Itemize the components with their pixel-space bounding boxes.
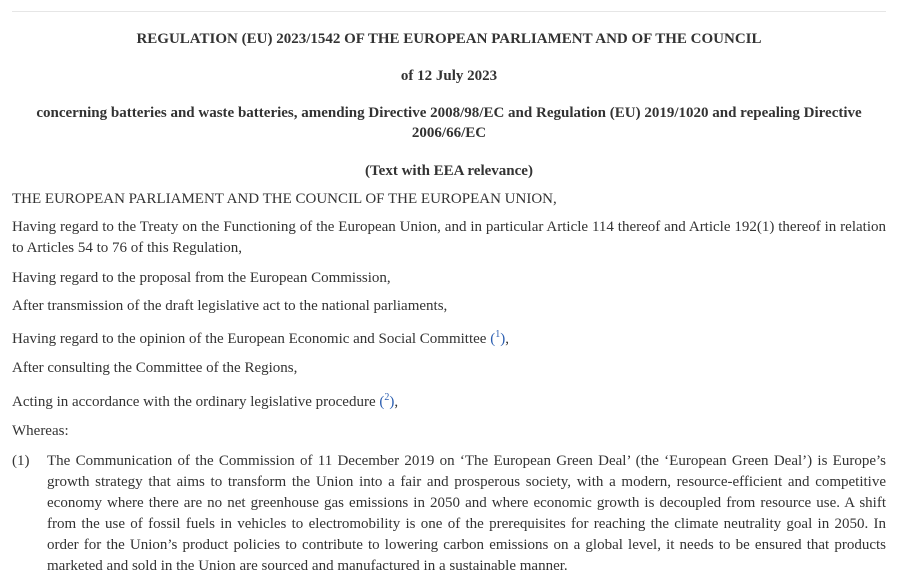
- preamble-proposal: Having regard to the proposal from the European Commission,: [12, 270, 391, 286]
- preamble-treaty: Having regard to the Treaty on the Functioning of the European Union, and in particular Article 114 thereof and Article 192(1) thereof in relation to Articles 54 to 76 of this Regulation,: [12, 219, 886, 256]
- whereas-heading: Whereas:: [12, 423, 69, 439]
- preamble-committee-regions: After consulting the Committee of the Regions,: [12, 360, 298, 376]
- preamble-legislative-procedure: Acting in accordance with the ordinary legislative procedure ($^2$),: [12, 392, 399, 410]
- footnote-link-1[interactable]: ($^1$): [490, 329, 506, 347]
- regulation-subject: concerning batteries and waste batteries, amending Directive 2008/98/EC and Regulation (EU) 2019/1020 and repealing Directive 2006/66/EC: [36, 105, 862, 141]
- top-divider: [12, 11, 886, 12]
- regulation-title: REGULATION (EU) 2023/1542 OF THE EUROPEAN PARLIAMENT AND OF THE COUNCIL: [136, 31, 762, 47]
- regulation-date: of 12 July 2023: [400, 68, 498, 84]
- preamble-eesc-opinion: Having regard to the opinion of the European Economic and Social Committee ($^1$),: [12, 329, 509, 347]
- preamble-transmission: After transmission of the draft legislative act to the national parliaments,: [12, 298, 448, 314]
- preamble-eesc-text: Having regard to the opinion of the European Economic and Social Committee: [12, 331, 491, 347]
- recital-text: The Communication of the Commission of 11 December 2019 on ‘The European Green Deal’ (the ‘European Green Deal’) is Europe’s growth strategy that aims to transform the Union into a fair and prosperous society, with a modern, resource-efficient and competitive economy where there are no net greenhouse gas emissions in 2050 and where economic growth is decoupled from resource use. A shift from the use of fossil fuels in vehicles to electromobility is one of the prerequisites for reaching the climate neutrality goal in 2050. In order for the Union’s product policies to contribute to lowering carbon emissions on a global level, it needs to be ensured that products marketed and sold in the Union are sourced and manufactured in a sustainable manner.: [47, 453, 886, 574]
- eea-relevance-note: (Text with EEA relevance): [365, 163, 533, 179]
- preamble-procedure-text: Acting in accordance with the ordinary legislative procedure: [12, 394, 380, 410]
- footnote-link-2[interactable]: ($^2$): [379, 392, 395, 410]
- recital-number: (1): [12, 453, 30, 469]
- preamble-institutions: THE EUROPEAN PARLIAMENT AND THE COUNCIL OF THE EUROPEAN UNION,: [12, 191, 557, 207]
